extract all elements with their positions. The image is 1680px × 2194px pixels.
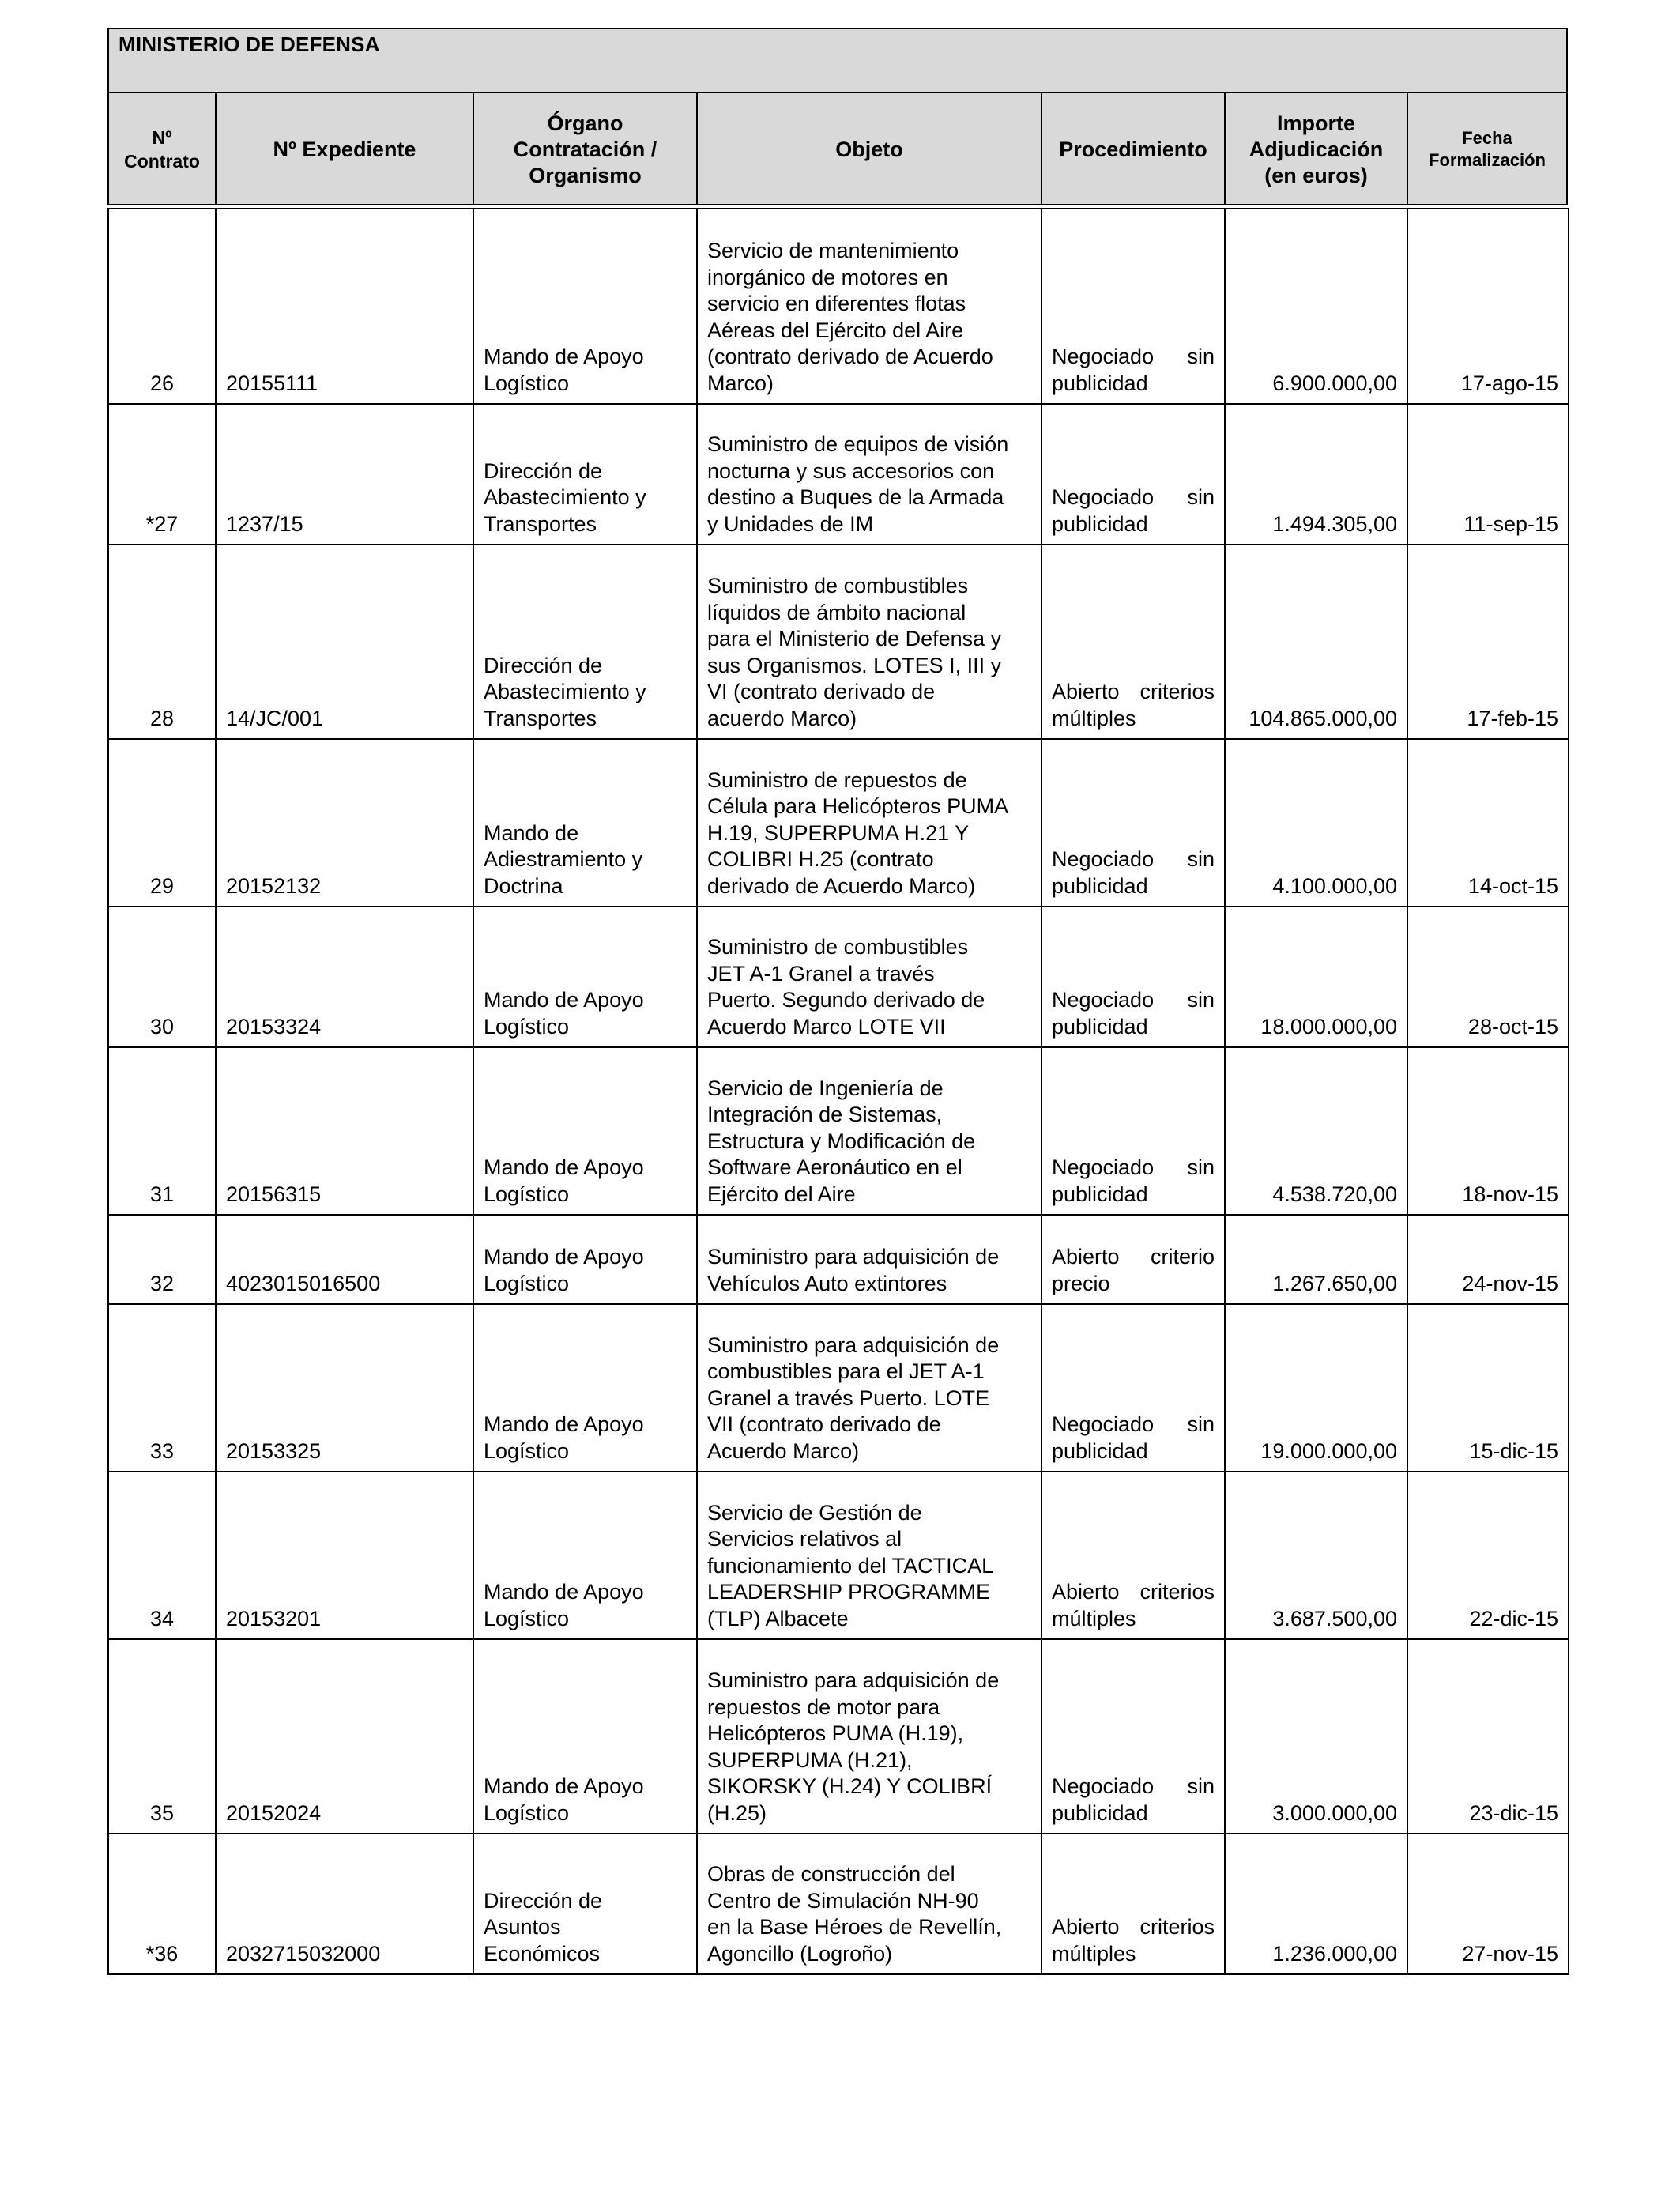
cell-objeto-text: Suministro de equipos de visión nocturna y sus accesorios con destino a Buques de la Armada y Unidades de IM bbox=[707, 432, 1009, 536]
contracts-table bbox=[107, 208, 1569, 1975]
column-header-objeto bbox=[698, 93, 1042, 205]
cell-objeto bbox=[697, 545, 1042, 739]
cell-procedimiento bbox=[1042, 1304, 1225, 1472]
column-header-organo bbox=[474, 93, 698, 205]
cell-expediente: 20153324 bbox=[216, 907, 473, 1047]
column-header-importe bbox=[1226, 93, 1408, 205]
procedimiento-word-2: sin bbox=[1187, 847, 1215, 871]
procedimiento-line-1 bbox=[1052, 679, 1215, 706]
cell-organo-text: Mando de Apoyo Logístico bbox=[484, 988, 644, 1039]
table-row bbox=[108, 1472, 1569, 1639]
cell-objeto-text: Suministro para adquisición de repuestos de motor para Helicópteros PUMA (H.19), SUPERPUMA (H.21), SIKORSKY (H.24) Y COLIBRÍ (H.25) bbox=[707, 1668, 1000, 1825]
cell-objeto bbox=[697, 1639, 1042, 1834]
procedimiento-line-2: publicidad bbox=[1052, 1438, 1148, 1463]
cell-organo bbox=[473, 1639, 697, 1834]
cell-expediente: 14/JC/001 bbox=[216, 545, 473, 739]
procedimiento-word-2: criterios bbox=[1139, 1580, 1215, 1604]
column-header-procedimiento bbox=[1042, 93, 1226, 205]
cell-importe: 1.267.650,00 bbox=[1225, 1215, 1407, 1304]
cell-fecha: 27-nov-15 bbox=[1407, 1834, 1569, 1974]
cell-organo-text: Mando de Apoyo Logístico bbox=[484, 1774, 644, 1825]
cell-organo-text: Mando de Adiestramiento y Doctrina bbox=[484, 820, 643, 898]
cell-num-contrato: 33 bbox=[108, 1304, 216, 1472]
cell-organo bbox=[473, 1472, 697, 1639]
table-row bbox=[108, 739, 1569, 907]
cell-objeto-text: Suministro de combustibles líquidos de ámbito nacional para el Ministerio de Defensa y sus Organismos. LOTES I, III y VI (contrato derivado de acuerdo Marco) bbox=[707, 574, 1002, 730]
cell-expediente: 2032715032000 bbox=[216, 1834, 473, 1974]
ministry-title: MINISTERIO DE DEFENSA bbox=[119, 32, 380, 56]
cell-num-contrato: 34 bbox=[108, 1472, 216, 1639]
procedimiento-line-2: precio bbox=[1052, 1271, 1110, 1295]
cell-num-contrato: 32 bbox=[108, 1215, 216, 1304]
cell-organo bbox=[473, 1834, 697, 1974]
procedimiento-line-2: múltiples bbox=[1052, 706, 1136, 730]
cell-objeto bbox=[697, 739, 1042, 907]
procedimiento-word-1: Abierto bbox=[1052, 1915, 1120, 1939]
cell-importe: 3.687.500,00 bbox=[1225, 1472, 1407, 1639]
procedimiento-line-1 bbox=[1052, 344, 1215, 371]
procedimiento-word-1: Negociado bbox=[1052, 847, 1155, 871]
table-row bbox=[108, 209, 1569, 404]
procedimiento-line-2: publicidad bbox=[1052, 1182, 1148, 1206]
cell-importe: 4.538.720,00 bbox=[1225, 1047, 1407, 1215]
cell-procedimiento bbox=[1042, 1639, 1225, 1834]
column-header-expediente bbox=[217, 93, 474, 205]
column-header-objeto-label: Objeto bbox=[835, 137, 903, 161]
cell-fecha: 17-ago-15 bbox=[1407, 209, 1569, 404]
cell-importe: 18.000.000,00 bbox=[1225, 907, 1407, 1047]
cell-objeto bbox=[697, 1215, 1042, 1304]
procedimiento-word-2: criterios bbox=[1139, 680, 1215, 703]
cell-objeto bbox=[697, 404, 1042, 545]
cell-objeto-text: Servicio de mantenimiento inorgánico de motores en servicio en diferentes flotas Aéreas del Ejército del Aire (contrato derivado de Acuerdo Marco) bbox=[707, 239, 993, 395]
procedimiento-word-2: sin bbox=[1187, 345, 1215, 368]
cell-organo bbox=[473, 907, 697, 1047]
procedimiento-line-2: publicidad bbox=[1052, 1014, 1148, 1039]
table-row bbox=[108, 404, 1569, 545]
procedimiento-word-2: sin bbox=[1187, 1155, 1215, 1179]
column-header-fecha bbox=[1408, 93, 1566, 205]
table-row bbox=[108, 1834, 1569, 1974]
cell-objeto-text: Servicio de Ingeniería de Integración de Sistemas, Estructura y Modificación de Software Aeronáutico en el Ejército del Aire bbox=[707, 1076, 976, 1206]
cell-procedimiento bbox=[1042, 739, 1225, 907]
column-header-procedimiento-label: Procedimiento bbox=[1059, 137, 1207, 161]
contracts-table-body bbox=[108, 209, 1569, 1974]
cell-procedimiento bbox=[1042, 545, 1225, 739]
procedimiento-line-1 bbox=[1052, 1155, 1215, 1182]
cell-importe: 1.494.305,00 bbox=[1225, 404, 1407, 545]
cell-procedimiento bbox=[1042, 209, 1225, 404]
cell-expediente: 20156315 bbox=[216, 1047, 473, 1215]
cell-objeto-text: Suministro para adquisición de combustibles para el JET A-1 Granel a través Puerto. LOTE VII (contrato derivado de Acuerdo Marco) bbox=[707, 1333, 1000, 1463]
procedimiento-word-1: Abierto bbox=[1052, 680, 1120, 703]
column-header-importe-label: Importe Adjudicación (en euros) bbox=[1249, 111, 1384, 187]
cell-organo bbox=[473, 545, 697, 739]
procedimiento-word-1: Negociado bbox=[1052, 1774, 1155, 1798]
column-header-fecha-label: Fecha Formalización bbox=[1429, 128, 1546, 170]
cell-importe: 3.000.000,00 bbox=[1225, 1639, 1407, 1834]
procedimiento-word-1: Negociado bbox=[1052, 485, 1155, 509]
cell-objeto bbox=[697, 1047, 1042, 1215]
procedimiento-line-2: múltiples bbox=[1052, 1941, 1136, 1966]
cell-importe: 19.000.000,00 bbox=[1225, 1304, 1407, 1472]
cell-importe: 104.865.000,00 bbox=[1225, 545, 1407, 739]
cell-organo bbox=[473, 1215, 697, 1304]
table-row bbox=[108, 1215, 1569, 1304]
cell-fecha: 17-feb-15 bbox=[1407, 545, 1569, 739]
cell-importe: 1.236.000,00 bbox=[1225, 1834, 1407, 1974]
cell-organo bbox=[473, 1304, 697, 1472]
cell-procedimiento bbox=[1042, 907, 1225, 1047]
cell-fecha: 15-dic-15 bbox=[1407, 1304, 1569, 1472]
cell-expediente: 20152024 bbox=[216, 1639, 473, 1834]
procedimiento-line-1 bbox=[1052, 1579, 1215, 1606]
cell-expediente: 20153325 bbox=[216, 1304, 473, 1472]
procedimiento-line-1 bbox=[1052, 987, 1215, 1014]
procedimiento-word-1: Negociado bbox=[1052, 345, 1155, 368]
cell-num-contrato: 35 bbox=[108, 1639, 216, 1834]
cell-procedimiento bbox=[1042, 1047, 1225, 1215]
cell-fecha: 28-oct-15 bbox=[1407, 907, 1569, 1047]
procedimiento-line-1 bbox=[1052, 1914, 1215, 1941]
table-row bbox=[108, 545, 1569, 739]
procedimiento-line-2: publicidad bbox=[1052, 511, 1148, 536]
procedimiento-word-1: Negociado bbox=[1052, 1155, 1155, 1179]
cell-expediente: 20152132 bbox=[216, 739, 473, 907]
column-header-num-contrato-label: Nº Contrato bbox=[124, 127, 200, 172]
cell-organo-text: Mando de Apoyo Logístico bbox=[484, 1412, 644, 1463]
cell-objeto-text: Suministro para adquisición de Vehículos Auto extintores bbox=[707, 1245, 1000, 1295]
cell-expediente: 20155111 bbox=[216, 209, 473, 404]
cell-expediente: 20153201 bbox=[216, 1472, 473, 1639]
cell-organo-text: Mando de Apoyo Logístico bbox=[484, 1245, 644, 1295]
cell-num-contrato: *27 bbox=[108, 404, 216, 545]
table-row bbox=[108, 1304, 1569, 1472]
cell-procedimiento bbox=[1042, 1215, 1225, 1304]
column-header-organo-label: Órgano Contratación / Organismo bbox=[513, 111, 657, 187]
cell-num-contrato: 30 bbox=[108, 907, 216, 1047]
cell-importe: 6.900.000,00 bbox=[1225, 209, 1407, 404]
procedimiento-word-2: criterios bbox=[1139, 1915, 1215, 1939]
table-row bbox=[108, 907, 1569, 1047]
procedimiento-line-1 bbox=[1052, 846, 1215, 873]
procedimiento-word-2: sin bbox=[1187, 1412, 1215, 1436]
cell-objeto-text: Suministro de repuestos de Célula para Helicópteros PUMA H.19, SUPERPUMA H.21 Y COLIBRI H.25 (contrato derivado de Acuerdo Marco) bbox=[707, 767, 1009, 898]
procedimiento-line-2: publicidad bbox=[1052, 371, 1148, 395]
cell-procedimiento bbox=[1042, 1472, 1225, 1639]
procedimiento-word-2: sin bbox=[1187, 988, 1215, 1012]
cell-objeto-text: Obras de construcción del Centro de Simulación NH-90 en la Base Héroes de Revellín, Agoncillo (Logroño) bbox=[707, 1862, 1002, 1966]
cell-num-contrato: 28 bbox=[108, 545, 216, 739]
column-header-expediente-label: Nº Expediente bbox=[273, 137, 416, 161]
cell-objeto bbox=[697, 1834, 1042, 1974]
cell-num-contrato: 26 bbox=[108, 209, 216, 404]
cell-fecha: 11-sep-15 bbox=[1407, 404, 1569, 545]
cell-organo bbox=[473, 739, 697, 907]
cell-fecha: 18-nov-15 bbox=[1407, 1047, 1569, 1215]
cell-procedimiento bbox=[1042, 404, 1225, 545]
table-row bbox=[108, 1047, 1569, 1215]
column-header-num-contrato bbox=[109, 93, 217, 205]
table-row bbox=[108, 1639, 1569, 1834]
cell-organo-text: Mando de Apoyo Logístico bbox=[484, 1155, 644, 1206]
procedimiento-line-1 bbox=[1052, 484, 1215, 511]
procedimiento-word-2: sin bbox=[1187, 1774, 1215, 1798]
cell-organo-text: Dirección de Abastecimiento y Transportes bbox=[484, 653, 646, 730]
cell-importe: 4.100.000,00 bbox=[1225, 739, 1407, 907]
cell-num-contrato: 29 bbox=[108, 739, 216, 907]
table-header bbox=[107, 28, 1568, 205]
cell-objeto bbox=[697, 1472, 1042, 1639]
cell-organo bbox=[473, 404, 697, 545]
procedimiento-word-1: Abierto bbox=[1052, 1245, 1120, 1269]
cell-objeto bbox=[697, 907, 1042, 1047]
procedimiento-word-1: Negociado bbox=[1052, 1412, 1155, 1436]
cell-objeto bbox=[697, 1304, 1042, 1472]
cell-expediente: 4023015016500 bbox=[216, 1215, 473, 1304]
cell-num-contrato: 31 bbox=[108, 1047, 216, 1215]
cell-procedimiento bbox=[1042, 1834, 1225, 1974]
procedimiento-line-1 bbox=[1052, 1244, 1215, 1271]
cell-organo-text: Dirección de Asuntos Económicos bbox=[484, 1888, 603, 1966]
procedimiento-word-2: criterio bbox=[1150, 1245, 1215, 1269]
cell-fecha: 22-dic-15 bbox=[1407, 1472, 1569, 1639]
cell-fecha: 24-nov-15 bbox=[1407, 1215, 1569, 1304]
procedimiento-word-1: Negociado bbox=[1052, 988, 1155, 1012]
cell-organo-text: Mando de Apoyo Logístico bbox=[484, 345, 644, 395]
cell-num-contrato: *36 bbox=[108, 1834, 216, 1974]
cell-organo bbox=[473, 209, 697, 404]
procedimiento-line-1 bbox=[1052, 1412, 1215, 1438]
cell-objeto bbox=[697, 209, 1042, 404]
procedimiento-word-1: Abierto bbox=[1052, 1580, 1120, 1604]
cell-organo-text: Mando de Apoyo Logístico bbox=[484, 1580, 644, 1630]
cell-expediente: 1237/15 bbox=[216, 404, 473, 545]
procedimiento-word-2: sin bbox=[1187, 485, 1215, 509]
cell-fecha: 23-dic-15 bbox=[1407, 1639, 1569, 1834]
procedimiento-line-2: publicidad bbox=[1052, 873, 1148, 898]
cell-organo-text: Dirección de Abastecimiento y Transportes bbox=[484, 458, 646, 536]
procedimiento-line-2: publicidad bbox=[1052, 1800, 1148, 1825]
cell-fecha: 14-oct-15 bbox=[1407, 739, 1569, 907]
cell-objeto-text: Servicio de Gestión de Servicios relativos al funcionamiento del TACTICAL LEADERSHIP PROGRAMME (TLP) Albacete bbox=[707, 1500, 994, 1630]
cell-objeto-text: Suministro de combustibles JET A-1 Granel a través Puerto. Segundo derivado de Acuerdo Marco LOTE VII bbox=[707, 935, 985, 1039]
procedimiento-line-1 bbox=[1052, 1774, 1215, 1800]
cell-organo bbox=[473, 1047, 697, 1215]
procedimiento-line-2: múltiples bbox=[1052, 1606, 1136, 1630]
